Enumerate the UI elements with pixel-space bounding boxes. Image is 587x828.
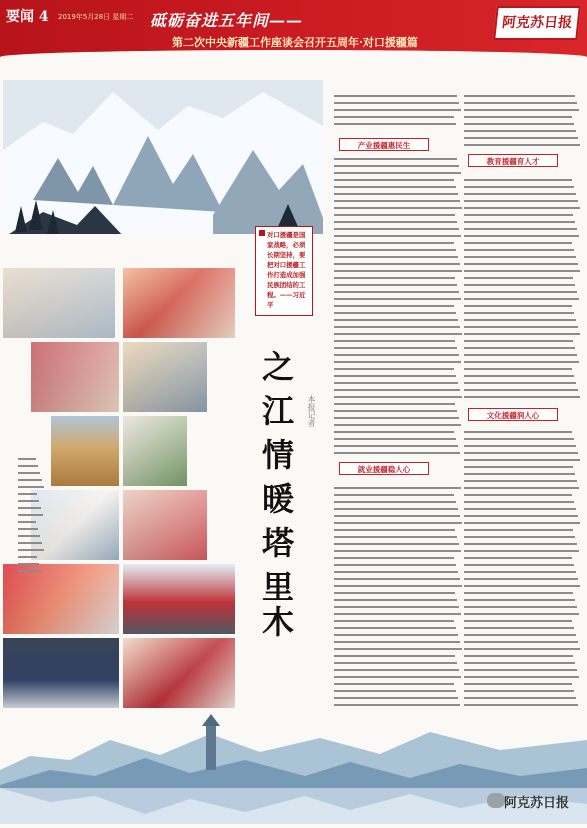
text-line bbox=[334, 515, 460, 517]
text-line bbox=[334, 606, 459, 608]
snow-mountain-photo bbox=[3, 80, 323, 238]
text-line bbox=[464, 578, 578, 580]
text-line bbox=[464, 144, 580, 146]
text-line bbox=[334, 361, 461, 363]
text-line bbox=[334, 599, 457, 601]
text-line bbox=[464, 704, 578, 706]
text-line bbox=[334, 347, 457, 349]
photo-desert-field bbox=[51, 416, 119, 486]
text-line bbox=[464, 305, 572, 307]
text-line bbox=[18, 521, 36, 523]
text-line bbox=[464, 473, 575, 475]
text-line bbox=[18, 479, 42, 481]
text-line bbox=[334, 452, 460, 454]
text-line bbox=[334, 438, 456, 440]
text-line bbox=[334, 669, 459, 671]
text-line bbox=[464, 326, 578, 328]
photo-trucks bbox=[123, 564, 235, 634]
text-line bbox=[334, 116, 454, 118]
text-line bbox=[464, 249, 574, 251]
article-byline: 本报记者 bbox=[307, 395, 316, 427]
text-line bbox=[334, 564, 456, 566]
text-line bbox=[464, 368, 572, 370]
text-line bbox=[334, 298, 461, 300]
text-line bbox=[334, 123, 456, 125]
text-line bbox=[334, 445, 458, 447]
text-line bbox=[334, 704, 460, 706]
text-line bbox=[464, 214, 573, 216]
text-line bbox=[334, 676, 461, 678]
photo-workers bbox=[123, 490, 207, 560]
text-line bbox=[464, 347, 575, 349]
article-title bbox=[258, 345, 298, 610]
text-line bbox=[18, 528, 38, 530]
text-line bbox=[18, 563, 39, 565]
text-line bbox=[334, 543, 459, 545]
subheading-industry: 产业援疆惠民生 bbox=[339, 138, 429, 151]
banner-wave bbox=[0, 50, 587, 58]
text-line bbox=[464, 396, 580, 398]
text-line bbox=[464, 487, 579, 489]
page-banner bbox=[0, 0, 587, 58]
text-line bbox=[464, 270, 580, 272]
text-line bbox=[334, 641, 460, 643]
text-line bbox=[334, 305, 454, 307]
text-line bbox=[334, 235, 461, 237]
text-line bbox=[334, 214, 455, 216]
text-line bbox=[334, 249, 456, 251]
text-line bbox=[464, 564, 574, 566]
text-line bbox=[334, 340, 455, 342]
text-line bbox=[464, 438, 574, 440]
text-line bbox=[464, 193, 576, 195]
text-line bbox=[464, 648, 580, 650]
quote-mark-icon bbox=[259, 230, 265, 236]
text-line bbox=[334, 158, 457, 160]
text-line bbox=[334, 109, 461, 111]
text-line bbox=[464, 312, 574, 314]
text-line bbox=[334, 284, 457, 286]
text-line bbox=[334, 529, 455, 531]
text-line bbox=[464, 543, 577, 545]
text-line bbox=[334, 326, 460, 328]
subheading-employment: 就业援疆稳人心 bbox=[339, 462, 429, 475]
text-line bbox=[334, 256, 458, 258]
wechat-account: 阿克苏日报 bbox=[503, 796, 569, 811]
newspaper-masthead: 阿克苏日报 bbox=[493, 6, 581, 40]
page-meta: 2019年5月28日 星期二 bbox=[58, 13, 134, 21]
text-line bbox=[334, 277, 455, 279]
text-line bbox=[334, 186, 456, 188]
photo-dancers bbox=[123, 268, 235, 338]
text-line bbox=[464, 333, 580, 335]
text-line bbox=[464, 445, 576, 447]
text-line bbox=[464, 501, 574, 503]
text-line bbox=[334, 557, 454, 559]
text-line bbox=[464, 228, 577, 230]
text-line bbox=[334, 522, 462, 524]
text-line bbox=[464, 235, 579, 237]
text-line bbox=[334, 578, 460, 580]
text-line bbox=[464, 599, 575, 601]
text-line bbox=[464, 669, 577, 671]
text-line bbox=[464, 494, 572, 496]
text-line bbox=[334, 683, 454, 685]
text-line bbox=[334, 312, 456, 314]
text-line bbox=[334, 487, 461, 489]
text-line bbox=[334, 319, 458, 321]
text-line bbox=[334, 494, 454, 496]
text-line bbox=[334, 690, 456, 692]
title-char: 之 bbox=[261, 348, 294, 386]
title-char: 塔 bbox=[261, 524, 294, 562]
text-line bbox=[464, 459, 580, 461]
text-line bbox=[334, 648, 462, 650]
text-line bbox=[334, 592, 455, 594]
text-line bbox=[464, 319, 576, 321]
photo-airplane bbox=[3, 638, 119, 708]
text-line bbox=[18, 465, 38, 467]
text-line bbox=[464, 116, 572, 118]
text-line bbox=[334, 193, 458, 195]
text-line bbox=[464, 529, 573, 531]
text-line bbox=[464, 515, 578, 517]
text-line bbox=[464, 550, 579, 552]
text-line bbox=[464, 298, 579, 300]
series-subheading: 第二次中央新疆工作座谈会召开五周年·对口援疆篇 bbox=[172, 36, 418, 49]
title-char: 江 bbox=[261, 392, 294, 430]
text-line bbox=[18, 458, 36, 460]
text-line bbox=[334, 102, 459, 104]
text-line bbox=[18, 507, 41, 509]
text-line bbox=[464, 102, 577, 104]
text-line bbox=[464, 221, 575, 223]
text-line bbox=[334, 396, 462, 398]
text-line bbox=[18, 556, 37, 558]
series-heading: 砥砺奋进五年间—— bbox=[150, 11, 304, 30]
text-line bbox=[464, 655, 573, 657]
text-line bbox=[334, 417, 459, 419]
text-line bbox=[334, 270, 462, 272]
text-line bbox=[464, 557, 572, 559]
text-line bbox=[464, 186, 574, 188]
text-line bbox=[334, 536, 457, 538]
pull-quote bbox=[255, 226, 313, 316]
text-line bbox=[334, 662, 457, 664]
text-line bbox=[464, 130, 576, 132]
text-line bbox=[334, 613, 461, 615]
text-line bbox=[334, 655, 455, 657]
page-number: 要闻 4 bbox=[6, 9, 49, 25]
text-line bbox=[334, 585, 462, 587]
text-line bbox=[464, 263, 578, 265]
text-line bbox=[334, 354, 459, 356]
text-line bbox=[464, 641, 578, 643]
title-char: 木 bbox=[261, 603, 294, 641]
text-line bbox=[464, 690, 574, 692]
photo-classroom bbox=[123, 342, 207, 412]
text-line bbox=[334, 242, 454, 244]
text-line bbox=[464, 95, 575, 97]
text-line bbox=[464, 207, 580, 209]
text-line bbox=[334, 571, 458, 573]
text-line bbox=[464, 109, 579, 111]
text-line bbox=[18, 570, 41, 572]
text-line bbox=[464, 431, 572, 433]
text-line bbox=[464, 452, 578, 454]
photo-factory bbox=[3, 268, 115, 338]
text-line bbox=[464, 123, 574, 125]
text-line bbox=[464, 340, 573, 342]
text-line bbox=[464, 242, 572, 244]
text-line bbox=[334, 389, 460, 391]
quote-text: 对口援疆是国家战略，必须长期坚持，要把对口援疆工作打造成加强民族团结的工程。——习近平 bbox=[267, 231, 306, 309]
text-line bbox=[464, 375, 574, 377]
text-line bbox=[464, 606, 577, 608]
text-line bbox=[334, 375, 456, 377]
subheading-education: 教育援疆育人才 bbox=[468, 154, 558, 167]
text-line bbox=[464, 592, 573, 594]
title-char: 暖 bbox=[261, 480, 294, 518]
text-line bbox=[334, 382, 458, 384]
text-line bbox=[464, 536, 575, 538]
text-line bbox=[334, 333, 462, 335]
text-line bbox=[464, 662, 575, 664]
text-line bbox=[334, 431, 454, 433]
photo-greenhouse bbox=[123, 416, 187, 486]
text-line bbox=[464, 508, 576, 510]
text-line bbox=[334, 172, 461, 174]
text-line bbox=[464, 676, 579, 678]
text-line bbox=[18, 514, 43, 516]
text-line bbox=[334, 501, 456, 503]
text-line bbox=[334, 634, 458, 636]
text-line bbox=[334, 179, 454, 181]
subheading-culture: 文化援疆润人心 bbox=[468, 408, 558, 421]
text-line bbox=[464, 354, 577, 356]
text-line bbox=[334, 291, 459, 293]
wechat-icon bbox=[487, 793, 505, 808]
text-line bbox=[464, 585, 580, 587]
text-line bbox=[334, 165, 459, 167]
text-line bbox=[334, 95, 457, 97]
title-char: 里 bbox=[261, 568, 294, 606]
text-line bbox=[334, 200, 460, 202]
photo-handshake bbox=[123, 638, 235, 708]
text-line bbox=[464, 389, 578, 391]
title-char: 情 bbox=[261, 436, 294, 474]
text-line bbox=[334, 697, 458, 699]
text-line bbox=[334, 221, 457, 223]
text-line bbox=[464, 480, 577, 482]
text-line bbox=[464, 620, 572, 622]
text-line bbox=[464, 627, 574, 629]
text-line bbox=[464, 382, 576, 384]
text-line bbox=[334, 424, 461, 426]
text-line bbox=[18, 535, 40, 537]
text-line bbox=[334, 207, 462, 209]
text-line bbox=[464, 697, 576, 699]
text-line bbox=[334, 263, 460, 265]
text-line bbox=[464, 284, 575, 286]
text-line bbox=[18, 549, 44, 551]
text-line bbox=[464, 137, 578, 139]
text-line bbox=[464, 179, 572, 181]
photo-tractors bbox=[31, 342, 119, 412]
text-line bbox=[464, 256, 576, 258]
text-line bbox=[464, 522, 580, 524]
text-line bbox=[464, 466, 573, 468]
text-line bbox=[464, 571, 576, 573]
text-line bbox=[464, 291, 577, 293]
text-line bbox=[464, 277, 573, 279]
text-line bbox=[334, 368, 454, 370]
text-line bbox=[334, 550, 461, 552]
text-line bbox=[464, 361, 579, 363]
text-line bbox=[334, 620, 454, 622]
text-line bbox=[18, 486, 44, 488]
text-line bbox=[18, 500, 39, 502]
text-line bbox=[334, 403, 455, 405]
text-line bbox=[334, 410, 457, 412]
text-line bbox=[464, 683, 572, 685]
text-line bbox=[334, 508, 458, 510]
photo-doctors bbox=[31, 490, 119, 560]
text-line bbox=[18, 542, 42, 544]
text-line bbox=[18, 472, 40, 474]
text-line bbox=[334, 627, 456, 629]
text-line bbox=[18, 493, 37, 495]
text-line bbox=[334, 228, 459, 230]
text-line bbox=[464, 613, 579, 615]
text-line bbox=[464, 200, 578, 202]
text-line bbox=[464, 634, 576, 636]
